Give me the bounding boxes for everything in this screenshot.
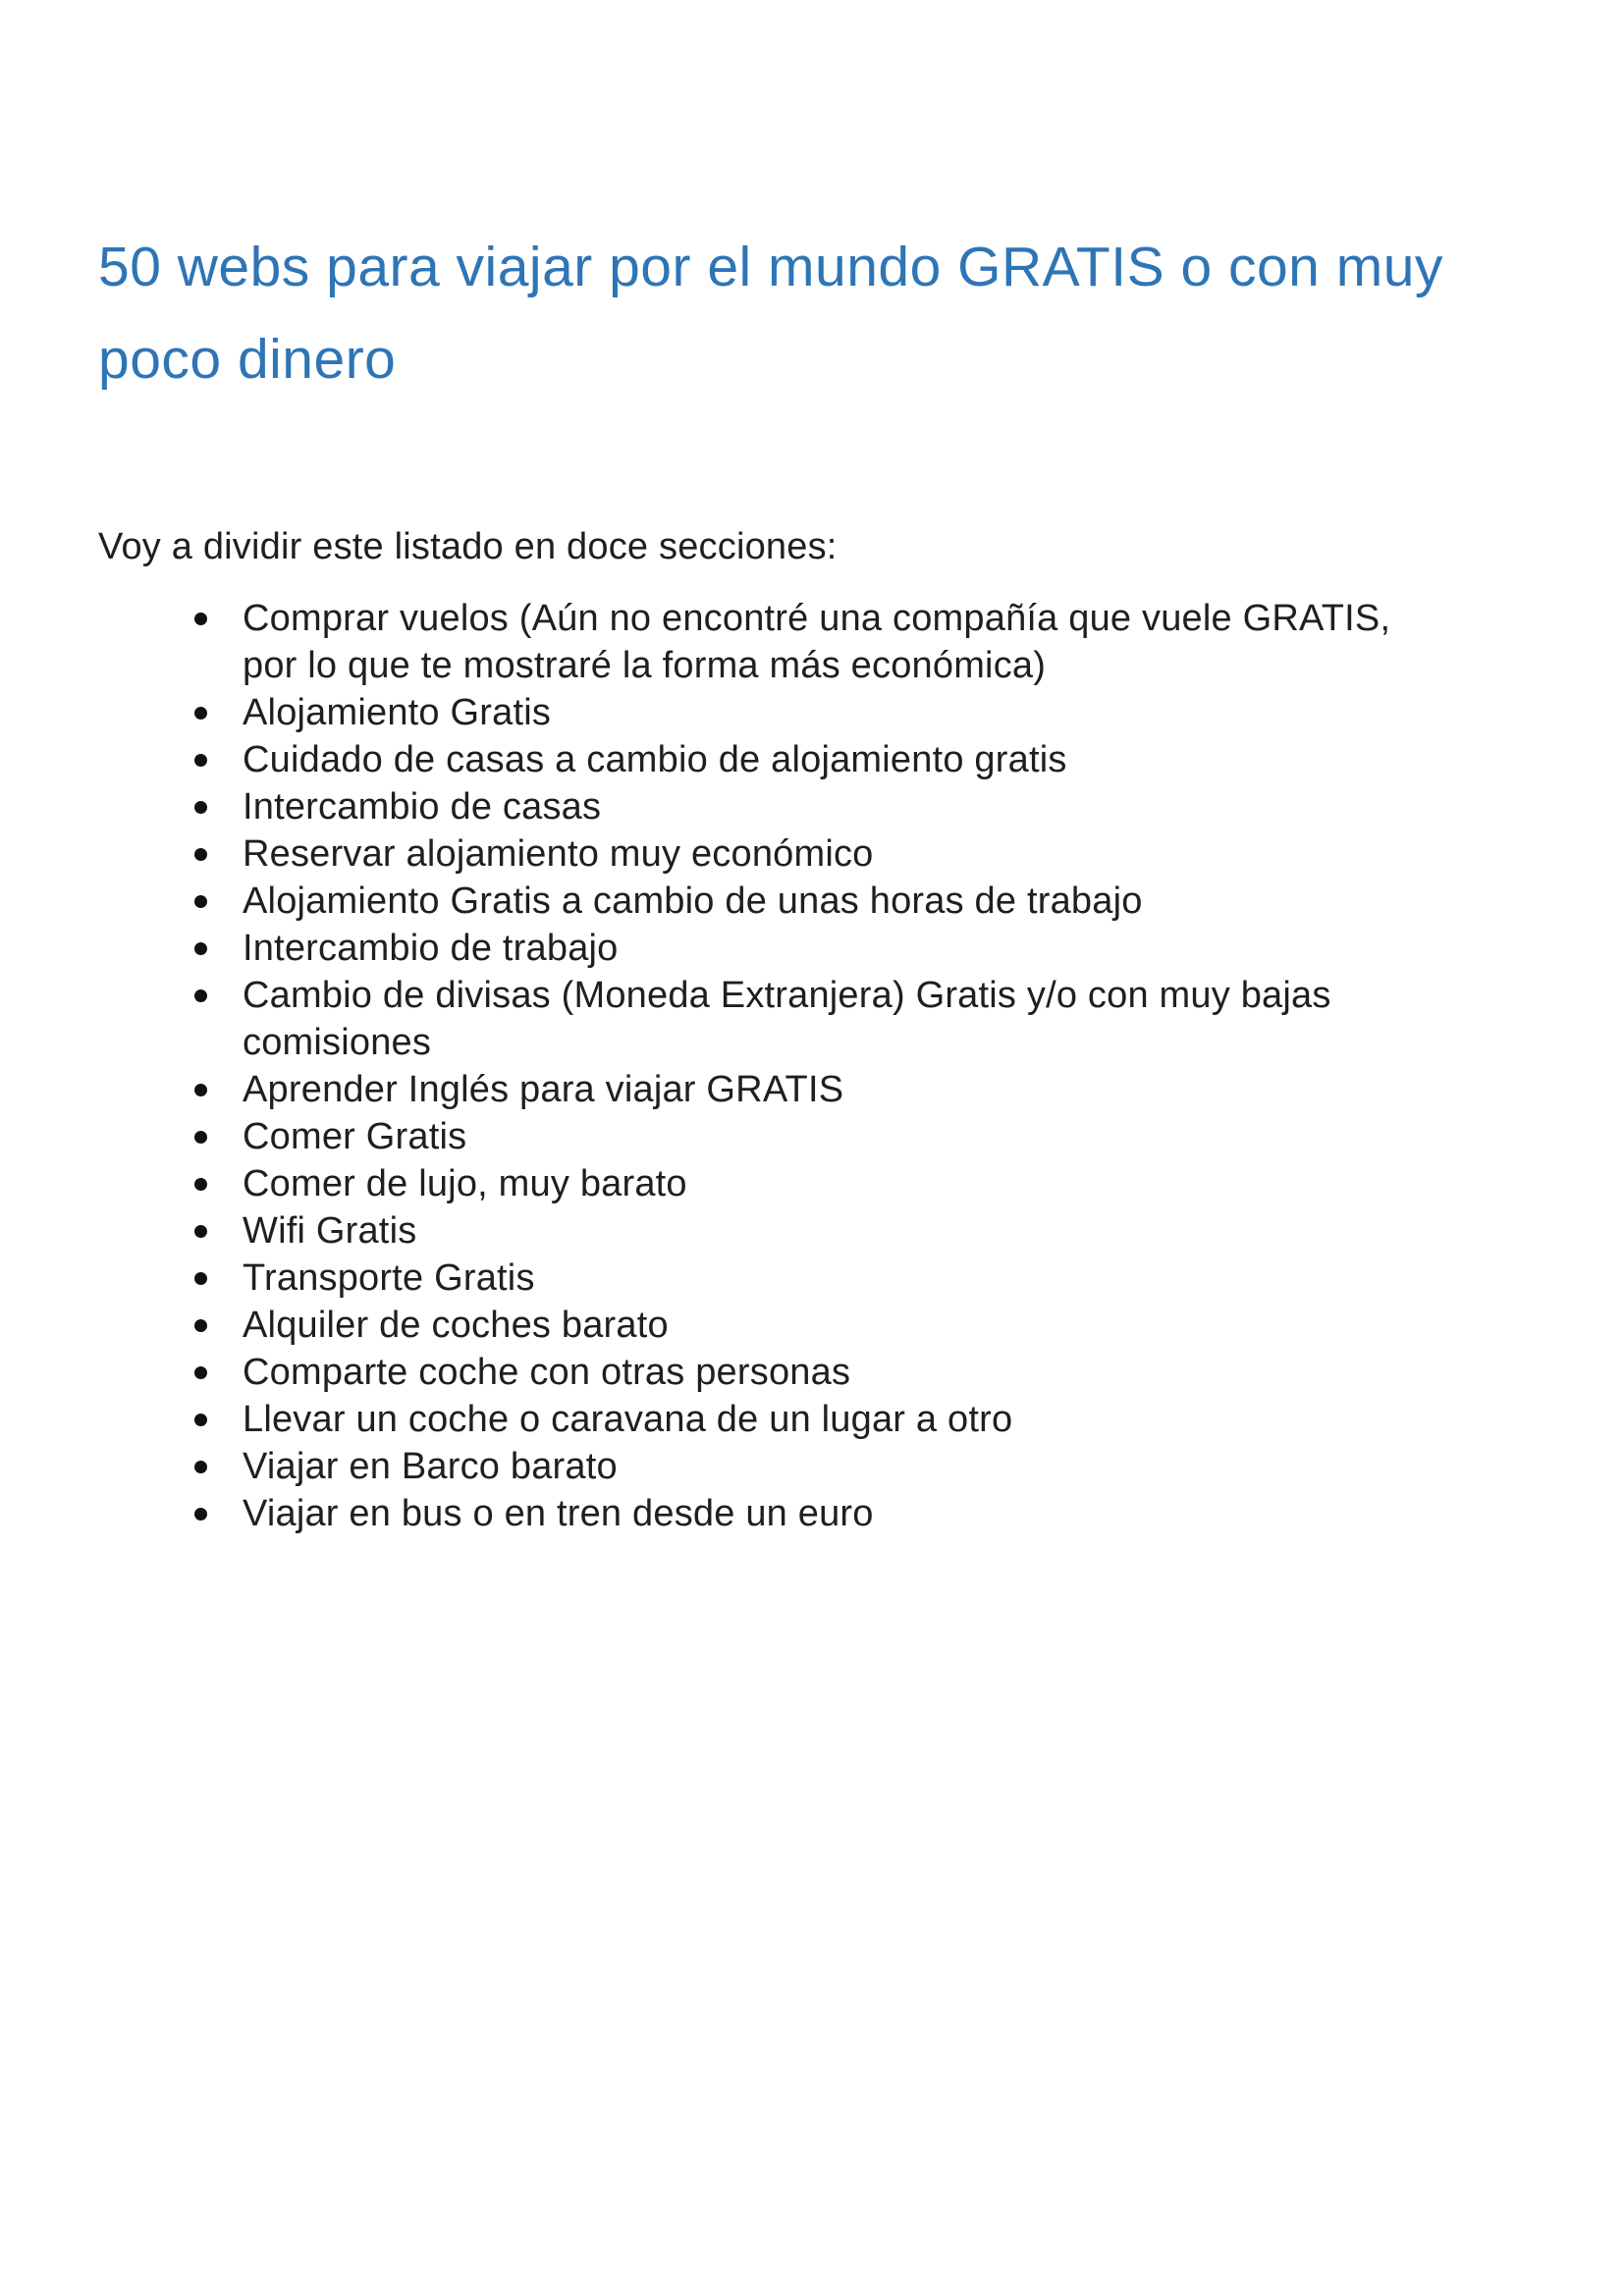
bullet-icon: [194, 1131, 207, 1144]
list-item-text: Cambio de divisas (Moneda Extranjera) Gratis y/o con muy bajas comisiones: [243, 975, 1331, 1063]
bullet-icon: [194, 613, 207, 625]
list-item: [0, 830, 1624, 878]
bullet-icon: [194, 989, 207, 1002]
list-item: [0, 925, 1624, 972]
bullet-icon: [194, 1414, 207, 1426]
bullet-icon: [194, 1272, 207, 1285]
list-item: [0, 1160, 1624, 1207]
bullet-icon: [194, 1225, 207, 1238]
bullet-icon: [194, 754, 207, 767]
bullet-icon: [194, 895, 207, 908]
list-item-text: Cuidado de casas a cambio de alojamiento gratis: [243, 739, 1067, 780]
list-item-text: Aprender Inglés para viajar GRATIS: [243, 1069, 844, 1110]
list-item-text: Alojamiento Gratis a cambio de unas horas de trabajo: [243, 881, 1143, 922]
list-item: [0, 736, 1624, 783]
list-item-text: Comer de lujo, muy barato: [243, 1163, 687, 1204]
list-item-text: Alquiler de coches barato: [243, 1305, 669, 1346]
list-item-text: Viajar en bus o en tren desde un euro: [243, 1493, 874, 1534]
list-item: [0, 1066, 1624, 1113]
list-item: [0, 1113, 1624, 1160]
list-item: [0, 1396, 1624, 1443]
list-item: [0, 689, 1624, 736]
list-item-text: Reservar alojamiento muy económico: [243, 833, 874, 875]
list-item-text: Intercambio de casas: [243, 786, 602, 828]
list-item-text: Llevar un coche o caravana de un lugar a otro: [243, 1399, 1013, 1440]
list-item: [0, 1207, 1624, 1255]
list-item-text: Comparte coche con otras personas: [243, 1352, 851, 1393]
bullet-icon: [194, 1508, 207, 1521]
list-item: [0, 878, 1624, 925]
list-item-text: Comer Gratis: [243, 1116, 467, 1157]
list-item-text: Viajar en Barco barato: [243, 1446, 618, 1487]
page-title: 50 webs para viajar por el mundo GRATIS o con muy poco dinero: [98, 236, 1443, 391]
list-item-text: Transporte Gratis: [243, 1257, 535, 1299]
bullet-icon: [194, 1366, 207, 1379]
list-item: [0, 1302, 1624, 1349]
list-item: [0, 783, 1624, 830]
list-item: [0, 1490, 1624, 1537]
list-item-text: Wifi Gratis: [243, 1210, 417, 1252]
sections-list: [0, 595, 1624, 1537]
bullet-icon: [194, 1084, 207, 1096]
list-item: [0, 1349, 1624, 1396]
list-item-text: Comprar vuelos (Aún no encontré una compañía que vuele GRATIS, por lo que te mostraré la forma más económica): [243, 598, 1391, 686]
list-item-text: Alojamiento Gratis: [243, 692, 552, 733]
bullet-icon: [194, 1461, 207, 1473]
intro-paragraph: Voy a dividir este listado en doce secciones:: [98, 526, 838, 567]
bullet-icon: [194, 942, 207, 955]
bullet-icon: [194, 801, 207, 814]
list-item: [0, 972, 1624, 1066]
bullet-icon: [194, 848, 207, 861]
bullet-icon: [194, 1319, 207, 1332]
list-item-text: Intercambio de trabajo: [243, 928, 619, 969]
list-item: [0, 1443, 1624, 1490]
list-item: [0, 595, 1624, 689]
bullet-icon: [194, 707, 207, 720]
bullet-icon: [194, 1178, 207, 1191]
list-item: [0, 1255, 1624, 1302]
